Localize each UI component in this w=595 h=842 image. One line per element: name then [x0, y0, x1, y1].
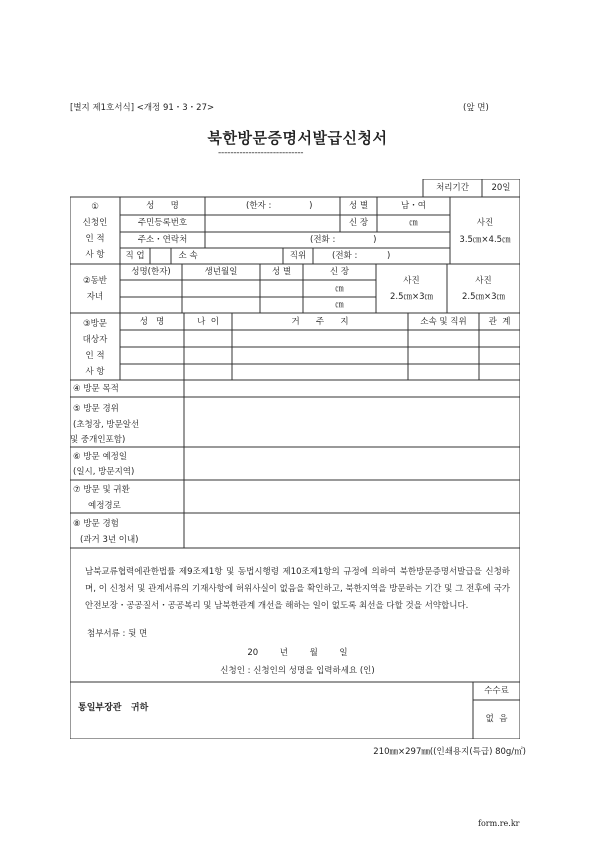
- page-side: (앞 면): [463, 103, 489, 113]
- visit-date-label: ⑥ 방문 예정일: [73, 452, 128, 462]
- target-section-label-3: 인 적: [85, 351, 105, 361]
- paper-spec: 210㎜×297㎜((인쇄용지(특급) 80g/㎡): [373, 747, 526, 757]
- applicant-signature[interactable]: 신청인 : 신청인의 성명을 입력하세요 (인): [220, 666, 375, 676]
- visit-experience-label-2: (과거 3년 이내): [80, 535, 139, 545]
- applicant-section-label-2: 인 적: [85, 234, 105, 244]
- child1-photo-size: 2.5㎝×3㎝: [389, 292, 434, 302]
- processing-period-label: 처리기간: [436, 183, 469, 193]
- form-reference: [별지 제1호서식] <개정 91・3・27>: [70, 103, 215, 113]
- visit-purpose-label: ④ 방문 목적: [73, 384, 119, 394]
- applicant-phone-field[interactable]: (전화 : ): [310, 235, 377, 245]
- applicant-sex-label: 성 별: [348, 201, 369, 211]
- target-header-age: 나 이: [197, 317, 219, 327]
- applicant-section-label-1: 신청인: [82, 218, 108, 228]
- applicant-photo-label: 사진: [476, 218, 494, 228]
- applicant-height-unit: ㎝: [409, 218, 418, 228]
- recipient: 통일부장관 귀하: [78, 703, 149, 713]
- target-header-name: 성 명: [139, 317, 165, 327]
- visit-route-label-2: 예정경로: [88, 501, 121, 511]
- processing-period-value: 20일: [491, 183, 511, 193]
- child2-photo-size: 2.5㎝×3㎝: [461, 292, 506, 302]
- target-section-label-4: 사 항: [85, 367, 105, 377]
- applicant-section-number: ①: [91, 202, 99, 212]
- visit-background-label: ⑤ 방문 경위: [73, 404, 119, 414]
- applicant-photo-size: 3.5㎝×4.5㎝: [459, 235, 511, 245]
- children-section-label-2: 자녀: [86, 292, 104, 302]
- applicant-id-label: 주민등록번호: [137, 218, 188, 228]
- child1-photo-label: 사진: [403, 276, 420, 286]
- visit-route-label: ⑦ 방문 및 귀환: [73, 485, 130, 495]
- attachments-note: 첨부서류 : 뒷 면: [87, 629, 148, 639]
- applicant-section-label-3: 사 항: [85, 250, 105, 260]
- children-section-label-1: ②동반: [82, 276, 108, 286]
- site-watermark: form.re.kr: [478, 819, 520, 828]
- children-header-name: 성명(한자): [131, 267, 171, 277]
- target-header-affiliation: 소속 및 직위: [420, 317, 467, 327]
- fee-label: 수수료: [484, 686, 509, 696]
- applicant-height-label: 신 장: [348, 218, 369, 228]
- applicant-affiliation-label: 소 속: [178, 251, 198, 261]
- applicant-position-label: 직위: [289, 251, 307, 261]
- children-header-birth: 생년월일: [204, 267, 238, 277]
- target-section-label-1: ③방문: [82, 319, 108, 329]
- applicant-address-label: 주소・연락처: [137, 235, 188, 245]
- children-header-sex: 성 별: [271, 267, 292, 277]
- target-header-residence: 거 주 지: [291, 317, 349, 327]
- applicant-sex-value[interactable]: 남・여: [401, 201, 426, 211]
- child1-height-unit: ㎝: [335, 284, 344, 294]
- applicant-job-label: 직 업: [125, 251, 145, 261]
- children-header-height: 신 장: [329, 267, 350, 277]
- applicant-name-label: 성 명: [146, 201, 179, 211]
- applicant-hanja-field[interactable]: (한자 : ): [246, 201, 313, 211]
- visit-background-label-3: 및 중개인포함): [70, 435, 126, 445]
- visit-date-label-2: (일시, 방문지역): [73, 467, 135, 477]
- visit-background-label-2: (초청장, 방문알선: [73, 420, 140, 430]
- applicant-phone2-field[interactable]: (전화 : ): [332, 251, 391, 261]
- fee-value: 없 음: [485, 714, 508, 724]
- declaration-text: 남북교류협력에관한법률 제9조제1항 및 동법시행령 제10조제1항의 규정에 의하여 북한방문증명서발급을 신청하며, 이 신청서 및 관계서류의 기재사항에 허위사실이 없음을 확인하고, 북한지역을 방문하는 기간 및 그 전후에 국가안전보장・공공질서・공공복리 및 남북한관계 개선을 해하는 일이 없도록 최선을 다할 것을 서약합니다.: [85, 567, 510, 611]
- target-section-label-2: 대상자: [82, 335, 108, 345]
- visit-experience-label: ⑧ 방문 경험: [73, 519, 119, 529]
- child2-height-unit: ㎝: [335, 300, 344, 310]
- title-underline: ----------------------------: [218, 148, 304, 158]
- target-header-relation: 관 계: [488, 317, 511, 327]
- child2-photo-label: 사진: [475, 276, 492, 286]
- application-date: 20 년 월 일: [247, 648, 348, 658]
- page-title: 북한방문증명서발급신청서: [207, 129, 388, 147]
